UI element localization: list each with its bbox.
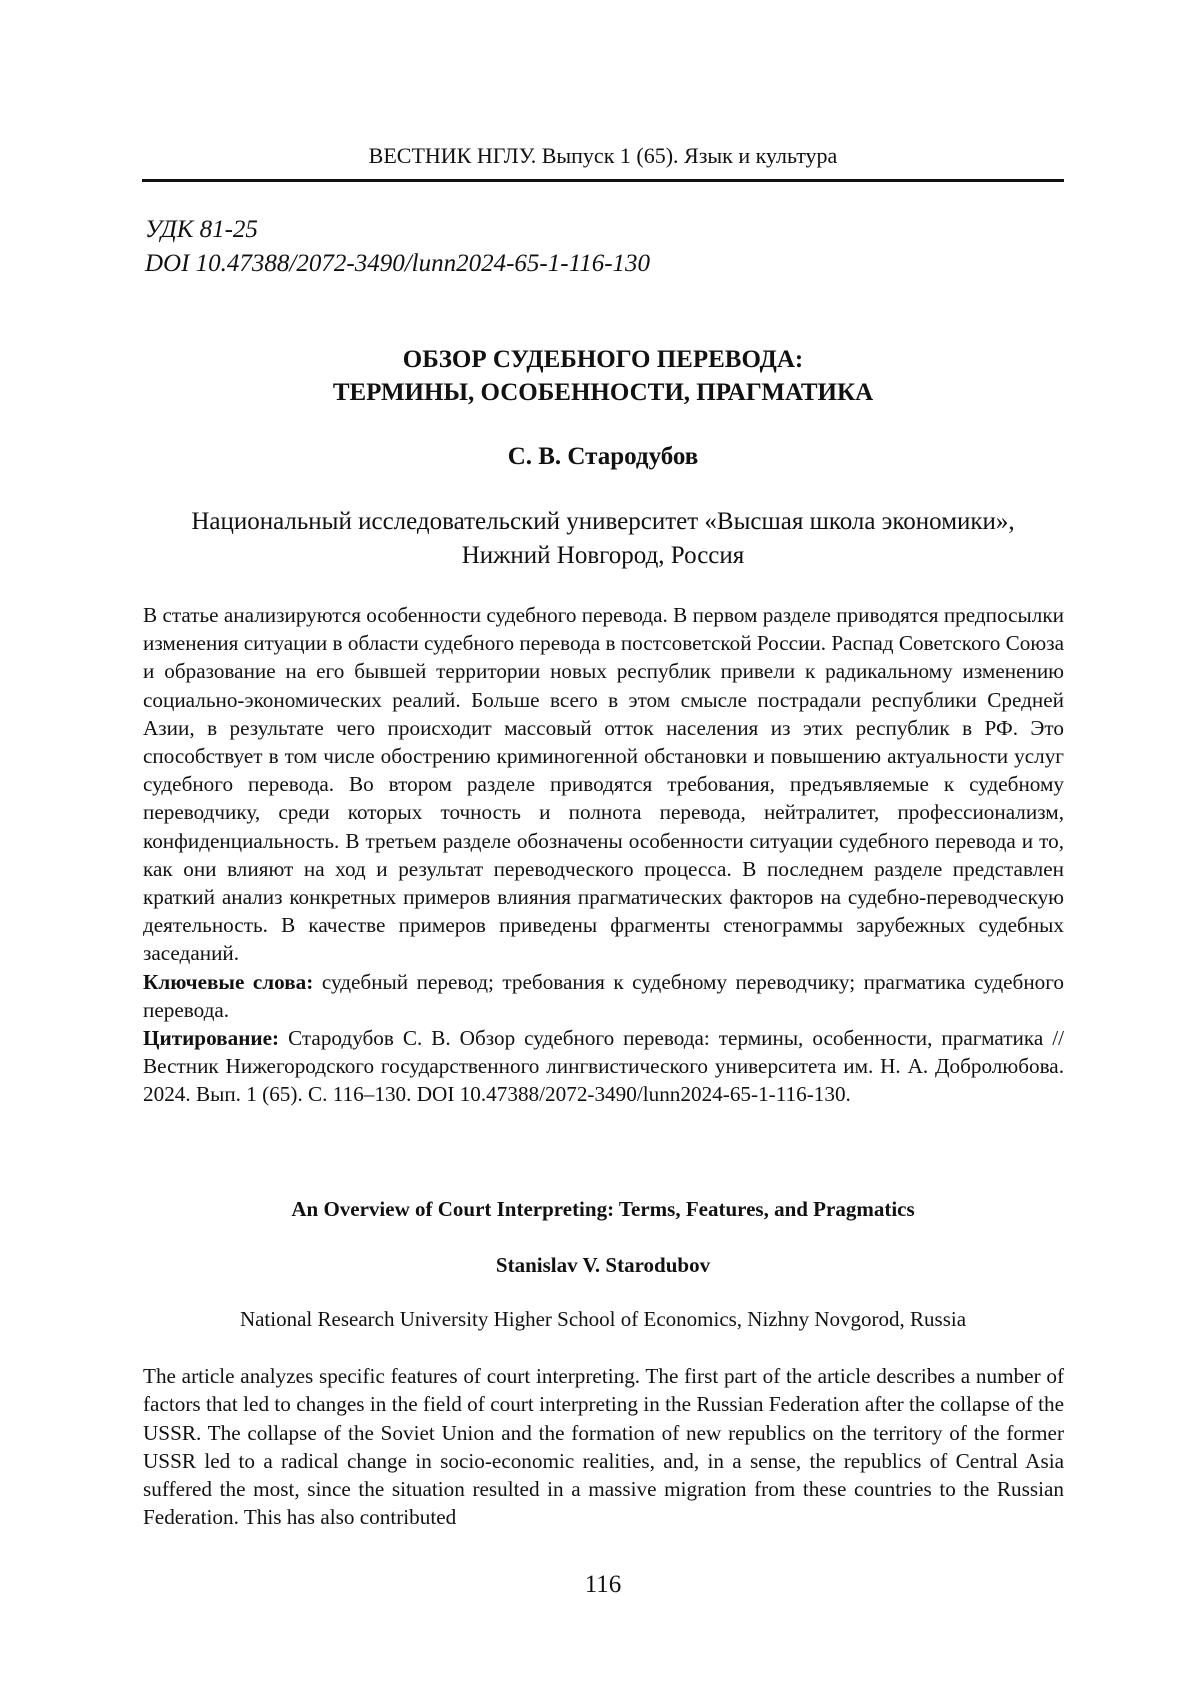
page-number: 116 [142, 1570, 1064, 1600]
article-title-line-2: ТЕРМИНЫ, ОСОБЕННОСТИ, ПРАГМАТИКА [142, 376, 1064, 409]
citation [143, 1024, 1064, 1109]
header-rule [142, 179, 1064, 182]
article-title [142, 343, 1064, 409]
keywords [143, 968, 1064, 1024]
english-abstract-block [143, 1362, 1064, 1532]
udk-code: УДК 81-25 [145, 213, 650, 247]
abstract-text: В статье анализируются особенности судебного перевода. В первом разделе приводятся предпосылки изменения ситуации в области судебного перевода в постсоветской России. Распад Советского Союза и образование на его бывшей территории новых республик привели к радикальному изменению социально-экономических реалий. Больше всего в этом смысле пострадали республики Средней Азии, в результате чего происходит массовый отток населения из этих республик в РФ. Это способствует в том числе обострению криминогенной обстановки и повышению актуальности услуг судебного перевода. Во втором разделе приводятся требования, предъявляемые к судебному переводчику, среди которых точность и полнота перевода, нейтралитет, профессионализм, конфиденциальность. В третьем разделе обозначены особенности ситуации судебного перевода и то, как они влияют на ход и результат переводческого процесса. В последнем разделе представлен краткий анализ конкретных примеров влияния прагматических факторов на судебно-переводческую деятельность. В качестве примеров приведены фрагменты стенограммы зарубежных судебных заседаний. [143, 601, 1064, 968]
citation-label: Цитирование: [143, 1026, 279, 1050]
author-name: С. В. Стародубов [142, 442, 1064, 472]
english-affiliation: National Research University Higher School of Economics, Nizhny Novgorod, Russia [142, 1305, 1064, 1333]
identifiers [145, 213, 650, 281]
article-title-line-1: ОБЗОР СУДЕБНОГО ПЕРЕВОДА: [142, 343, 1064, 376]
keywords-text: судебный перевод; требования к судебному переводчику; прагматика судебного перевода. [143, 970, 1064, 1022]
doi-code: DOI 10.47388/2072-3490/lunn2024-65-1-116-130 [145, 247, 650, 281]
english-title: An Overview of Court Interpreting: Terms, Features, and Pragmatics [142, 1195, 1064, 1223]
english-abstract-text: The article analyzes specific features of court interpreting. The first part of the article describes a number of factors that led to changes in the field of court interpreting in the Russian Federation after the collapse of the USSR. The collapse of the Soviet Union and the formation of new republics on the territory of the former USSR led to a radical change in socio-economic realities, and, in a sense, the republics of Central Asia suffered the most, since the situation resulted in a massive migration from these countries to the Russian Federation. This has also contributed [143, 1362, 1064, 1532]
abstract-block [143, 601, 1064, 1109]
english-author: Stanislav V. Starodubov [142, 1251, 1064, 1279]
journal-page [0, 0, 1200, 1697]
running-header: ВЕСТНИК НГЛУ. Выпуск 1 (65). Язык и культура [142, 142, 1064, 170]
affiliation [142, 505, 1064, 573]
citation-text: Стародубов С. В. Обзор судебного перевода: термины, особенности, прагматика // Вестник Нижегородского государственного лингвистического университета им. Н. А. Добролюбова. 2024. Вып. 1 (65). С. 116–130. DOI 10.47388/2072-3490/lunn2024-65-1-116-130. [143, 1026, 1064, 1106]
keywords-label: Ключевые слова: [143, 970, 313, 994]
affiliation-line-2: Нижний Новгород, Россия [142, 539, 1064, 573]
affiliation-line-1: Национальный исследовательский университет «Высшая школа экономики», [142, 505, 1064, 539]
